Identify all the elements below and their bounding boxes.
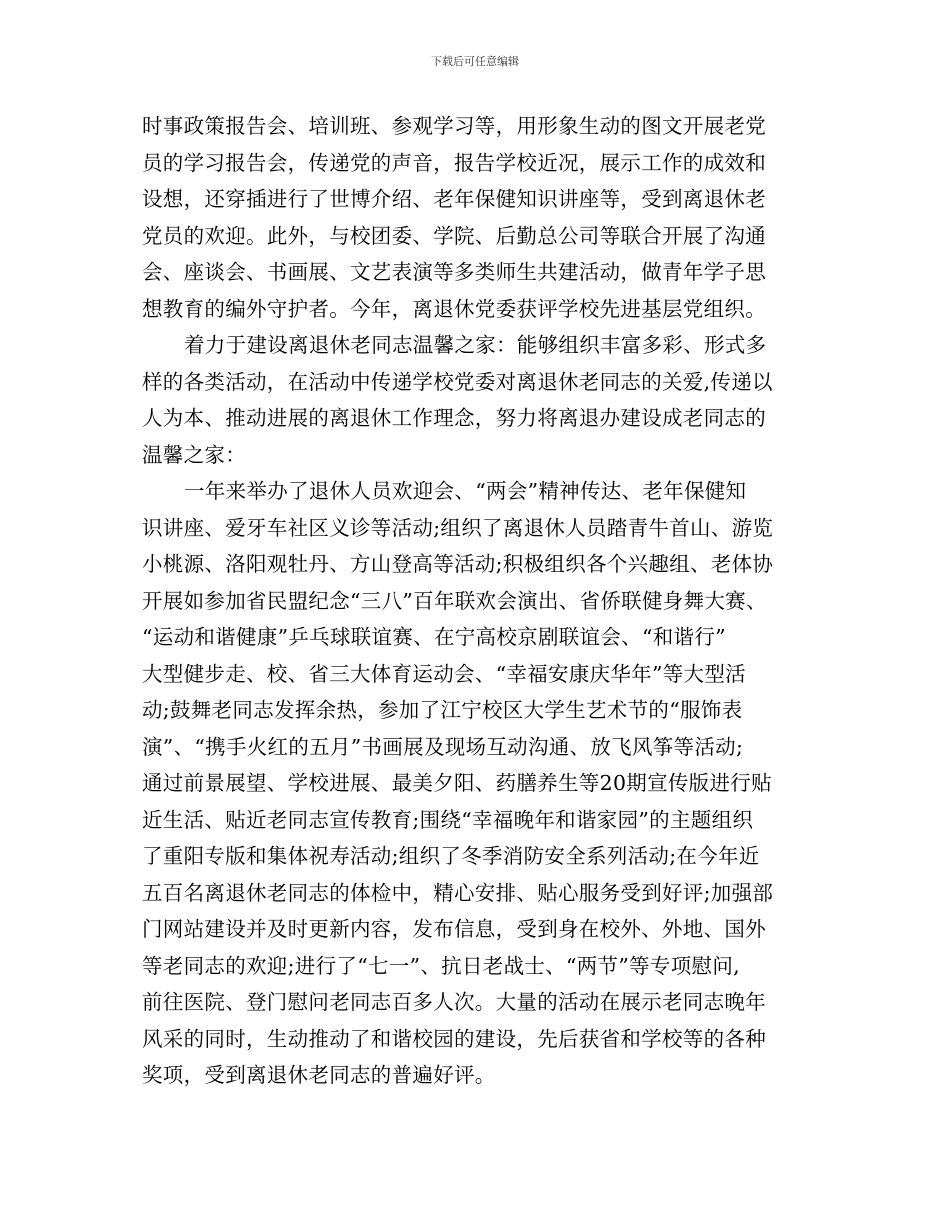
text-line: 风采的同时，生动推动了和谐校园的建设，先后获省和学校等的各种 <box>142 1026 766 1051</box>
paragraph-1 <box>142 108 814 327</box>
text-line: 了重阳专版和集体祝寿活动;组织了冬季消防安全系列活动;在今年近 <box>142 844 760 868</box>
text-line: 员的学习报告会，传递党的声音，报告学校近况，展示工作的成效和 <box>142 150 766 175</box>
text-line: 温馨之家： <box>142 442 246 467</box>
text-line: 一年来举办了退休人员欢迎会、“两会”精神传达、老年保健知 <box>184 479 747 503</box>
text-line: 开展如参加省民盟纪念“三八”百年联欢会演出、省侨联健身舞大赛、 <box>142 588 767 613</box>
text-line: 五百名离退休老同志的体检中，精心安排、贴心服务受到好评;加强部 <box>142 880 774 905</box>
text-line: 时事政策报告会、培训班、参观学习等，用形象生动的图文开展老党 <box>142 114 766 138</box>
text-line: 党员的欢迎。此外，与校团委、学院、后勤总公司等联合开展了沟通 <box>142 223 766 248</box>
text-line: 等老同志的欢迎;进行了“七一”、抗日老战士、“两节”等专项慰问, <box>142 953 740 978</box>
text-line: 前往医院、登门慰问老同志百多人次。大量的活动在展示老同志晚年 <box>142 990 766 1014</box>
text-line: 动;鼓舞老同志发挥余热，参加了江宁校区大学生艺术节的“服饰表 <box>142 698 743 722</box>
text-line: 识讲座、爱牙车社区义诊等活动;组织了离退休人员踏青牛首山、游览 <box>142 515 774 540</box>
page-header: 下载后可任意编辑 <box>431 55 519 68</box>
text-line: 想教育的编外守护者。今年，离退休党委获评学校先进基层党组织。 <box>142 296 766 321</box>
paragraph-3 <box>142 473 814 1094</box>
text-line: 会、座谈会、书画展、文艺表演等多类师生共建活动，做青年学子思 <box>142 260 766 284</box>
text-line: 设想，还穿插进行了世博介绍、老年保健知识讲座等，受到离退休老 <box>142 187 766 211</box>
text-line: 奖项，受到离退休老同志的普遍好评。 <box>142 1063 496 1087</box>
text-line: 通过前景展望、学校进展、最美夕阳、药膳养生等20期宣传版进行贴 <box>142 771 772 795</box>
text-line: 着力于建设离退休老同志温馨之家：能够组织丰富多彩、形式多 <box>184 333 767 357</box>
text-line: 演”、“携手火红的五月”书画展及现场互动沟通、放飞风筝等活动; <box>142 734 744 759</box>
text-line: “运动和谐健康”乒乓球联谊赛、在宁高校京剧联谊会、“和谐行” <box>142 625 726 649</box>
text-line: 小桃源、洛阳观牡丹、方山登高等活动;积极组织各个兴趣组、老体协 <box>142 552 774 576</box>
text-line: 门网站建设并及时更新内容，发布信息，受到身在校外、外地、国外 <box>142 917 766 941</box>
text-line: 人为本、推动进展的离退休工作理念，努力将离退办建设成老同志的 <box>142 406 766 430</box>
paragraph-2 <box>142 327 814 473</box>
text-line: 大型健步走、校、省三大体育运动会、“幸福安康庆华年”等大型活 <box>142 661 746 686</box>
text-line: 近生活、贴近老同志宣传教育;围绕“幸福晚年和谐家园”的主题组织 <box>142 807 754 832</box>
text-line: 样的各类活动，在活动中传递学校党委对离退休老同志的关爱,传递以 <box>142 369 773 394</box>
document-body <box>142 108 814 1094</box>
